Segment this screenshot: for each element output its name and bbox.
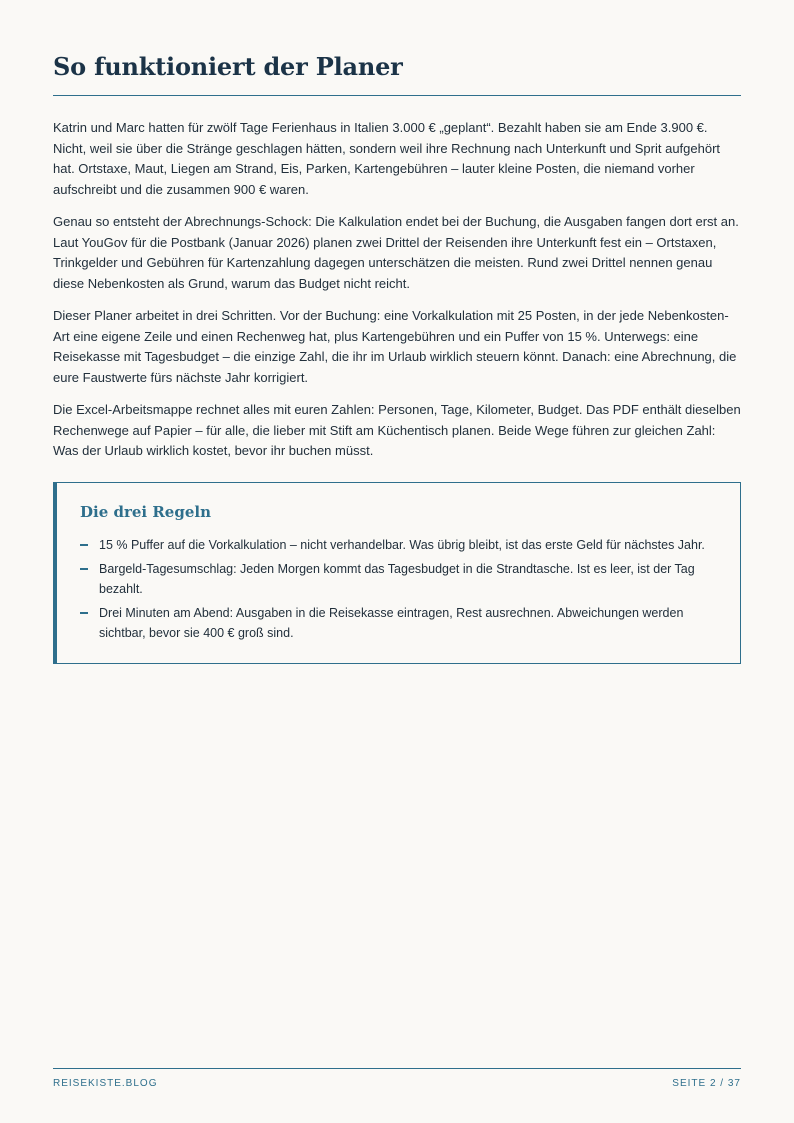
callout-title: Die drei Regeln — [80, 503, 211, 521]
list-item — [80, 603, 710, 643]
list-item — [80, 535, 710, 555]
dash-bullet-icon — [80, 612, 88, 614]
paragraph: Genau so entsteht der Abrechnungs-Schock: Die Kalkulation endet bei der Buchung, die Ausgaben fangen dort erst an. Laut YouGov für die Postbank (Januar 2026) planen zwei Drittel der Reisenden ihre Unterkunft fest ein – Ortstaxen, Trinkgelder und Gebühren für Kartenzahlung dagegen unterschätzen die meisten. Rund zwei Drittel nennen genau diese Nebenkosten als Grund, warum das Budget nicht reicht. — [53, 214, 739, 291]
paragraph: Die Excel-Arbeitsmappe rechnet alles mit euren Zahlen: Personen, Tage, Kilometer, Budget. Das PDF enthält dieselben Rechenwege auf Papier – für alle, die lieber mit Stift am Küchentisch planen. Beide Wege führen zur gleichen Zahl: Was der Urlaub wirklich kostet, bevor ihr buchen müsst. — [53, 402, 741, 458]
dash-bullet-icon — [80, 544, 88, 546]
page-title: So funktioniert der Planer — [53, 52, 403, 81]
list-item-text: 15 % Puffer auf die Vorkalkulation – nicht verhandelbar. Was übrig bleibt, ist das erste Geld für nächstes Jahr. — [99, 538, 705, 552]
list-item-text: Bargeld-Tagesumschlag: Jeden Morgen kommt das Tagesbudget in die Strandtasche. Ist es leer, ist der Tag bezahlt. — [99, 562, 695, 596]
footer-site: REISEKISTE.BLOG — [53, 1078, 158, 1089]
rules-callout — [53, 482, 741, 664]
body-text — [53, 118, 741, 474]
rules-list — [80, 535, 710, 647]
paragraph: Katrin und Marc hatten für zwölf Tage Ferienhaus in Italien 3.000 € „geplant“. Bezahlt haben sie am Ende 3.900 €. Nicht, weil sie über die Stränge geschlagen hätten, sondern weil ihre Rechnung nach Unterkunft und Sprit aufgehört hat. Ortstaxe, Maut, Liegen am Strand, Eis, Parken, Kartengebühren – lauter kleine Posten, die niemand vorher aufschreibt und die zusammen 900 € waren. — [53, 120, 721, 197]
footer-divider — [53, 1068, 741, 1069]
list-item-text: Drei Minuten am Abend: Ausgaben in die Reisekasse eintragen, Rest ausrechnen. Abweichungen werden sichtbar, bevor sie 400 € groß sind. — [99, 606, 684, 640]
footer-page-number: SEITE 2 / 37 — [672, 1078, 741, 1089]
paragraph: Dieser Planer arbeitet in drei Schritten. Vor der Buchung: eine Vorkalkulation mit 25 Posten, in der jede Nebenkosten-Art eine eigene Zeile und einen Rechenweg hat, plus Kartengebühren und ein Puffer von 15 %. Unterwegs: eine Reisekasse mit Tagesbudget – die einzige Zahl, die ihr im Urlaub wirklich steuern könnt. Danach: eine Abrechnung, die eure Faustwerte fürs nächste Jahr korrigiert. — [53, 308, 737, 385]
title-divider — [53, 95, 741, 96]
dash-bullet-icon — [80, 568, 88, 570]
list-item — [80, 559, 710, 599]
